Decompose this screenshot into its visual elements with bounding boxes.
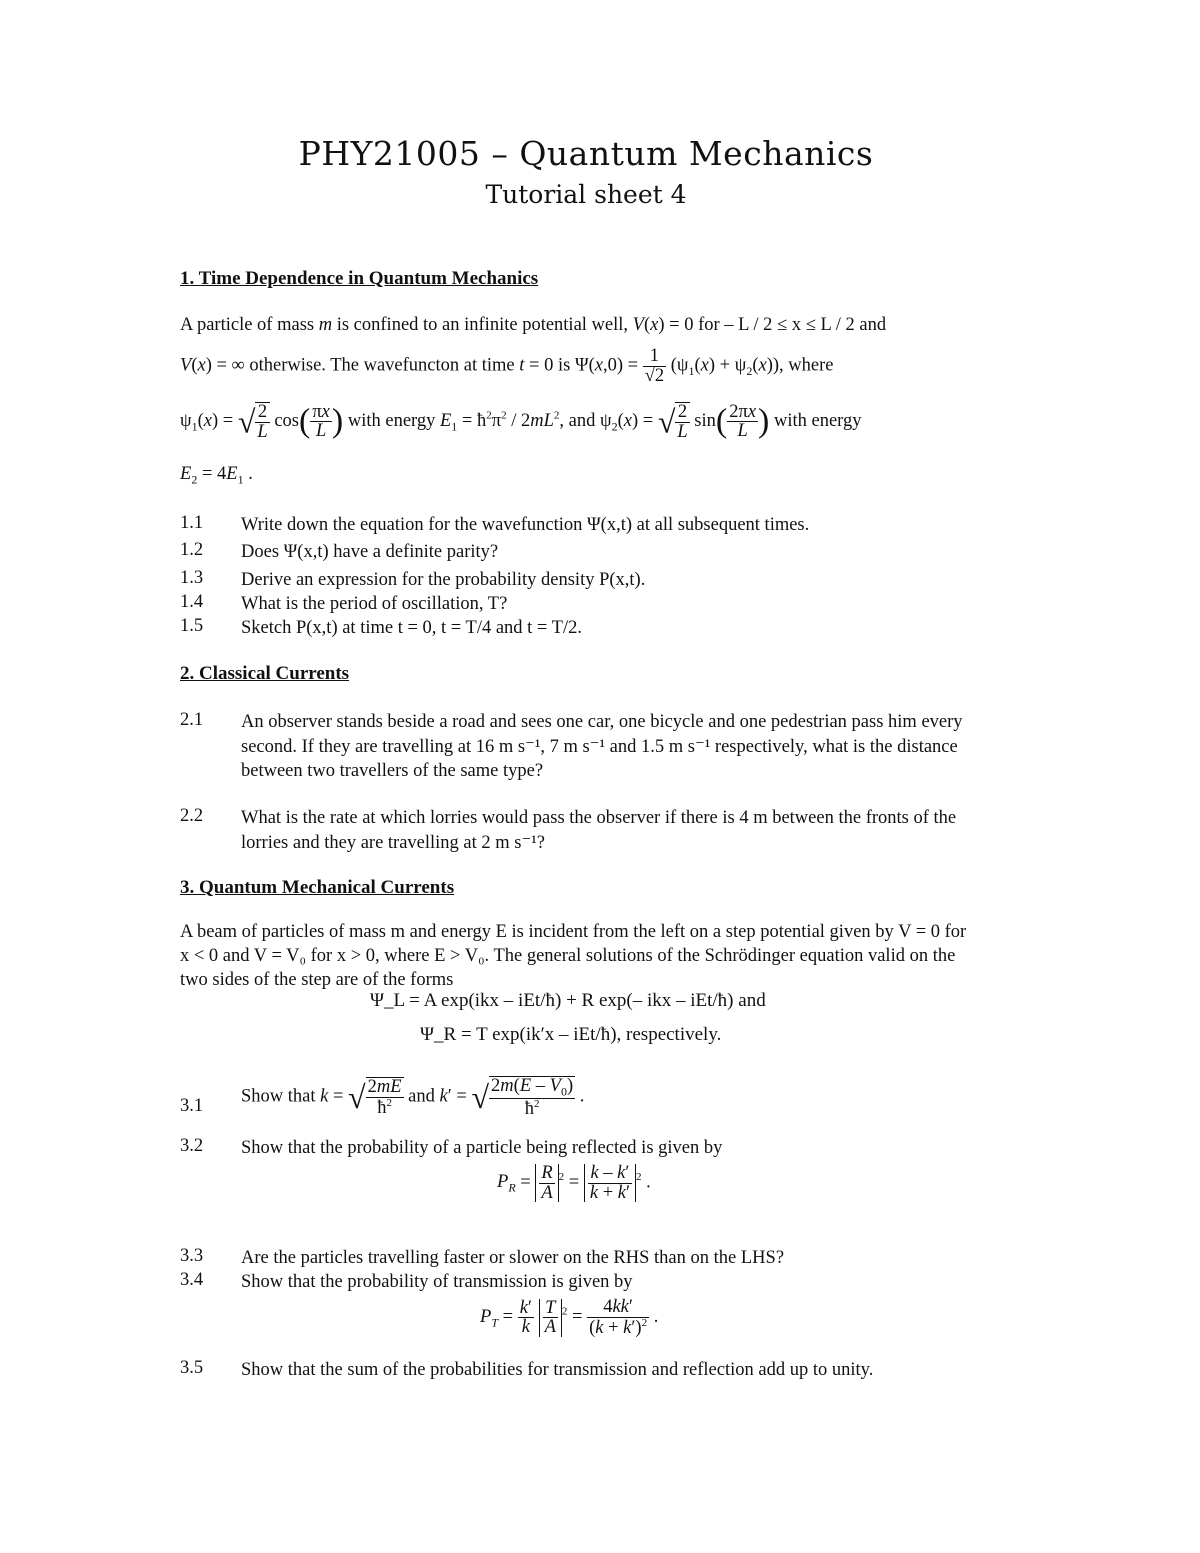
question-number: 1.2 bbox=[180, 540, 204, 560]
question-text: Are the particles travelling faster or slower on the RHS than on the LHS? bbox=[241, 1248, 785, 1268]
equation-reflection-probability: $P_R$ = $\frac{R}{A}$ $^2$ = $\frac{k - k'}{k + k'}$ $^2$ . bbox=[497, 1163, 651, 1203]
question-number: 1.1 bbox=[180, 513, 204, 533]
question-text: Show that the probability of a particle being reflected is given by bbox=[241, 1138, 723, 1158]
question-text: Show that k = √ $\frac{2mE}{ħ^2}$ and k′ = √ $\frac{2m(E - V_0)}{ħ^2}$ . bbox=[241, 1076, 585, 1119]
page-subtitle: Tutorial sheet 4 bbox=[485, 180, 687, 209]
question-number: 1.4 bbox=[180, 592, 204, 612]
question-number: 2.1 bbox=[180, 710, 204, 730]
question-number: 3.5 bbox=[180, 1358, 204, 1378]
section-1-energy-e2: $E_2 = 4E_1$ . bbox=[180, 464, 253, 487]
question-number: 3.4 bbox=[180, 1270, 204, 1290]
question-text: Derive an expression for the probability density P(x,t). bbox=[241, 570, 646, 590]
question-number: 3.1 bbox=[180, 1096, 204, 1116]
question-number: 3.2 bbox=[180, 1136, 204, 1156]
section-1-intro-line-2: V(x) = ∞ otherwise. The wavefuncton at time t = 0 is Ψ(x,0) = $\frac{1}{√2}$ $(\psi_1(x) + \psi_2(x))$, where bbox=[180, 346, 834, 386]
equation-transmission-probability: $P_T$ = $\frac{k'}{k}$ $\frac{T}{A}$ $^2$ = $\frac{4kk'}{(k + k')^2}$ . bbox=[480, 1297, 659, 1338]
question-number: 3.3 bbox=[180, 1246, 204, 1266]
equation-psi-right: Ψ_R = T exp(ik′x – iEt/ħ), respectively. bbox=[420, 1024, 722, 1045]
question-number: 2.2 bbox=[180, 806, 204, 826]
question-text: Write down the equation for the wavefunction Ψ(x,t) at all subsequent times. bbox=[241, 515, 810, 535]
question-text: What is the period of oscillation, T? bbox=[241, 594, 508, 614]
question-number: 1.3 bbox=[180, 568, 204, 588]
page-title: PHY21005 – Quantum Mechanics bbox=[298, 134, 874, 173]
question-text: What is the rate at which lorries would pass the observer if there is 4 m between the fronts of the lorries and they are travelling at 2 m s⁻¹? bbox=[241, 808, 957, 853]
question-text: Does Ψ(x,t) have a definite parity? bbox=[241, 542, 499, 562]
section-3-heading: 3. Quantum Mechanical Currents bbox=[180, 877, 455, 898]
fraction-one-over-root-two: $\frac{1}{√2}$ bbox=[644, 346, 665, 386]
section-1-heading: 1. Time Dependence in Quantum Mechanics bbox=[180, 268, 539, 289]
question-text: Show that the probability of transmission is given by bbox=[241, 1272, 633, 1292]
section-3-intro: A beam of particles of mass m and energy E is incident from the left on a step potential given by V = 0 for x < 0 and V = V₀ for x > 0, where E > V₀. The general solutions of the Schrödinger equation valid on the two sides of the step are of the forms bbox=[180, 922, 967, 990]
question-number: 1.5 bbox=[180, 616, 204, 636]
section-2-heading: 2. Classical Currents bbox=[180, 663, 350, 684]
question-text: An observer stands beside a road and sees one car, one bicycle and one pedestrian pass him every second. If they are travelling at 16 m s⁻¹, 7 m s⁻¹ and 1.5 m s⁻¹ respectively, what is the distance between two travellers of the same type? bbox=[241, 712, 963, 781]
question-text: Show that the sum of the probabilities for transmission and reflection add up to unity. bbox=[241, 1360, 874, 1380]
section-1-wavefunctions: $\psi_1(x)$ = √ $\frac{2}{L}$ cos( $\frac{\pi x}{L}$ ) with energy $E_1$ = $ħ^2\pi^2 / 2mL^2$, and $\psi_2(x)$ = √ $\frac{2}{L}$ sin( $\frac{2\pi x}{L}$ ) with energy bbox=[180, 401, 862, 442]
equation-psi-left: Ψ_L = A exp(ikx – iEt/ħ) + R exp(– ikx – iEt/ħ) and bbox=[370, 990, 766, 1011]
question-text: Sketch P(x,t) at time t = 0, t = T/4 and t = T/2. bbox=[241, 618, 582, 638]
section-1-intro-line-1: A particle of mass m is confined to an infinite potential well, V(x) = 0 for – L / 2 ≤ x ≤ L / 2 and bbox=[180, 315, 887, 335]
